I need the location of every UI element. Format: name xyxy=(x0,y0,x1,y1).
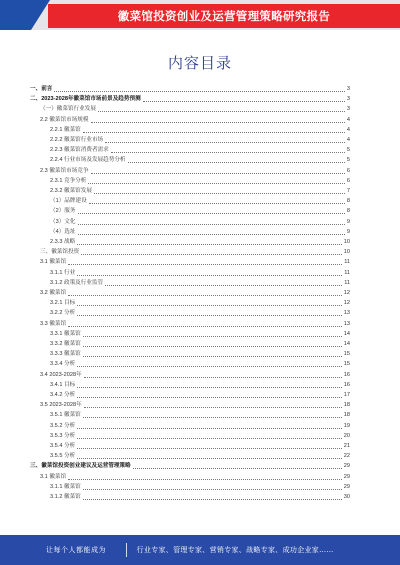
toc-entry-title: 2.2.1 徽菜馆 xyxy=(50,126,81,133)
toc-entry-title: 3.2 徽菜馆 xyxy=(40,290,67,296)
toc-entry[interactable] xyxy=(30,371,350,380)
toc-entry-page: 9 xyxy=(346,228,350,235)
toc-entry[interactable] xyxy=(30,248,350,257)
toc-entry-page: 29 xyxy=(343,473,350,480)
toc-entry[interactable] xyxy=(30,442,350,451)
toc-entry[interactable] xyxy=(30,289,350,298)
toc-entry[interactable] xyxy=(30,401,350,410)
toc-entry-page: 9 xyxy=(346,218,350,225)
toc-entry-page: 29 xyxy=(343,483,350,490)
toc-entry-page: 7 xyxy=(346,188,350,194)
toc-entry-page: 5 xyxy=(346,147,350,154)
toc-leader-dots xyxy=(78,213,345,214)
toc-entry-page: 18 xyxy=(343,412,350,419)
toc-leader-dots xyxy=(83,489,342,490)
toc-entry[interactable] xyxy=(30,116,350,125)
toc-entry-title: 3.1.2 徽菜馆 xyxy=(50,494,81,500)
toc-entry-page: 8 xyxy=(346,208,350,215)
toc-leader-dots xyxy=(77,275,342,276)
toc-leader-dots xyxy=(77,448,342,449)
toc-entry[interactable] xyxy=(30,238,350,247)
toc-entry[interactable] xyxy=(30,95,350,104)
toc-entry[interactable] xyxy=(30,279,350,288)
toc-entry-page: 15 xyxy=(343,351,350,358)
toc-entry-title: 2.3.1 竞争分析 xyxy=(50,177,87,184)
toc-leader-dots xyxy=(143,101,345,102)
toc-leader-dots xyxy=(105,285,342,286)
toc-entry-title: 一、前言 xyxy=(30,86,53,92)
toc-entry[interactable] xyxy=(30,411,350,420)
toc-entry[interactable] xyxy=(30,422,350,431)
toc-leader-dots xyxy=(98,111,345,112)
toc-entry[interactable] xyxy=(30,167,350,176)
toc-leader-dots xyxy=(83,346,342,347)
toc-entry-page: 12 xyxy=(343,290,350,296)
toc-entry-title: 3.5.5 分析 xyxy=(50,453,76,460)
toc-entry[interactable] xyxy=(30,340,350,349)
toc-entry[interactable] xyxy=(30,177,350,186)
toc-entry-page: 4 xyxy=(346,137,350,143)
toc-leader-dots xyxy=(84,377,342,378)
toc-entry-page: 21 xyxy=(343,443,350,449)
toc-entry-title: 3.3.1 徽菜馆 xyxy=(50,330,81,337)
toc-entry[interactable] xyxy=(30,269,350,278)
toc-entry-page: 29 xyxy=(343,463,350,470)
page-header xyxy=(0,0,400,30)
toc-entry-page: 18 xyxy=(343,402,350,409)
toc-entry-title: 2.2.4 行业市场及发展趋势分析 xyxy=(50,157,126,164)
toc-entry-page: 3 xyxy=(346,86,350,92)
toc-entry-page: 8 xyxy=(346,198,350,205)
toc-entry[interactable] xyxy=(30,493,350,502)
toc-entry-title: 三、徽菜馆投资创业建议及运营管理策略 xyxy=(30,463,131,470)
toc-entry-title: 三、徽菜馆投资 xyxy=(40,249,80,256)
toc-entry[interactable] xyxy=(30,350,350,359)
toc-leader-dots xyxy=(83,417,342,418)
toc-entry[interactable] xyxy=(30,146,350,155)
toc-entry-title: 3.1 徽菜馆 xyxy=(40,259,67,266)
toc-entry-page: 11 xyxy=(344,269,350,276)
toc-entry-title: 3.3.3 徽菜馆 xyxy=(50,351,81,358)
toc-leader-dots xyxy=(68,295,342,296)
toc-entry-title: 2.3 徽菜馆市场竞争 xyxy=(40,167,89,174)
toc-entry-page: 10 xyxy=(343,239,350,245)
toc-entry-page: 22 xyxy=(343,453,350,460)
toc-entry-title: 3.5.3 分析 xyxy=(50,432,76,439)
toc-entry-page: 5 xyxy=(346,157,350,164)
toc-leader-dots xyxy=(77,366,342,367)
toc-entry-page: 11 xyxy=(344,259,350,266)
toc-entry-page: 3 xyxy=(346,106,350,113)
toc-entry[interactable] xyxy=(30,452,350,461)
toc-entry-page: 11 xyxy=(344,279,350,286)
toc-entry-title: （4）选址 xyxy=(50,228,76,235)
toc-entry-title: 3.4 2023-2028年 xyxy=(40,371,82,378)
toc-leader-dots xyxy=(78,234,345,235)
toc-entry[interactable] xyxy=(30,197,350,206)
toc-entry[interactable] xyxy=(30,320,350,329)
toc-entry-page: 20 xyxy=(343,432,350,439)
toc-entry[interactable] xyxy=(30,309,350,318)
toc-entry[interactable] xyxy=(30,391,350,400)
toc-entry[interactable] xyxy=(30,228,350,237)
toc-entry-title: 二、2023-2028年徽菜馆市场前景及趋势预测 xyxy=(30,96,141,103)
toc-entry-title: 3.5 2023-2028年 xyxy=(40,402,82,409)
toc-entry-title: （3）文化 xyxy=(50,218,76,225)
toc-entry-title: 2.3.3 战略 xyxy=(50,239,76,245)
toc-entry-page: 14 xyxy=(343,341,350,347)
toc-entry-page: 19 xyxy=(343,422,350,429)
toc-leader-dots xyxy=(111,152,345,153)
toc-leader-dots xyxy=(68,479,342,480)
toc-entry[interactable] xyxy=(30,432,350,441)
toc-leader-dots xyxy=(84,407,342,408)
toc-entry-page: 30 xyxy=(343,494,350,500)
toc-entry-page: 17 xyxy=(343,392,350,398)
toc-entry-title: （1）品牌建设 xyxy=(50,198,87,205)
toc-leader-dots xyxy=(105,142,345,143)
toc-entry-page: 16 xyxy=(343,381,350,388)
toc-entry-page: 6 xyxy=(346,177,350,184)
toc-leader-dots xyxy=(77,397,342,398)
toc-entry-title: 2.2.2 徽菜馆行业市场 xyxy=(50,137,104,143)
toc-entry-page: 4 xyxy=(346,116,350,123)
toc-entry-page: 12 xyxy=(343,300,350,307)
toc-entry-title: （2）服务 xyxy=(50,208,76,215)
toc-leader-dots xyxy=(88,183,345,184)
toc-entry[interactable] xyxy=(30,156,350,165)
toc-entry-title: 3.5.4 分析 xyxy=(50,443,76,449)
toc-entry-title: 3.1 徽菜馆 xyxy=(40,473,67,480)
toc-entry-title: 3.3.4 分析 xyxy=(50,361,76,368)
toc-entry-title: 3.4.2 分析 xyxy=(50,392,76,398)
toc-leader-dots xyxy=(77,438,342,439)
toc-entry-page: 6 xyxy=(346,167,350,174)
footer-slogan-left: 让每个人都能成为 xyxy=(46,546,106,554)
page-footer xyxy=(0,535,400,565)
toc-entry-page: 16 xyxy=(343,371,350,378)
toc-leader-dots xyxy=(94,193,345,194)
toc-entry[interactable] xyxy=(30,381,350,390)
footer-divider xyxy=(126,543,127,557)
toc-leader-dots xyxy=(83,499,342,500)
toc-leader-dots xyxy=(81,254,342,255)
toc-leader-dots xyxy=(77,305,342,306)
brand-logo-shape xyxy=(0,0,50,30)
toc-entry[interactable] xyxy=(30,299,350,308)
toc-entry-page: 13 xyxy=(343,320,350,327)
toc-entry[interactable] xyxy=(30,483,350,492)
toc-leader-dots xyxy=(89,203,345,204)
toc-entry[interactable] xyxy=(30,105,350,114)
toc-leader-dots xyxy=(128,162,345,163)
toc-leader-dots xyxy=(83,132,345,133)
report-title: 徽菜馆投资创业及运营管理策略研究报告 xyxy=(117,9,331,23)
toc-entry[interactable] xyxy=(30,258,350,267)
toc-entry[interactable] xyxy=(30,360,350,369)
toc-entry-title: 3.3 徽菜馆 xyxy=(40,320,67,327)
toc-entry-title: 3.5.2 分析 xyxy=(50,422,76,429)
toc-entry-page: 3 xyxy=(346,96,350,103)
toc-entry-title: 3.3.2 徽菜馆 xyxy=(50,341,81,347)
toc-entry-page: 15 xyxy=(343,361,350,368)
toc-entry-title: 3.1.1 行业 xyxy=(50,269,76,276)
report-title-bar xyxy=(48,4,400,28)
toc-leader-dots xyxy=(77,387,342,388)
footer-slogan-right: 行业专家、管理专家、营销专家、战略专家、成功企业家…… xyxy=(136,546,334,554)
toc-entry-page: 10 xyxy=(343,249,350,256)
toc-entry-page: 14 xyxy=(343,330,350,337)
toc-entry-title: 3.1.1 徽菜馆 xyxy=(50,483,81,490)
toc-entry-title: （一）徽菜馆行业发展 xyxy=(40,106,96,113)
table-of-contents xyxy=(30,85,350,513)
toc-entry-title: 3.2.1 目标 xyxy=(50,300,76,307)
toc-leader-dots xyxy=(77,458,342,459)
toc-leader-dots xyxy=(77,428,342,429)
toc-leader-dots xyxy=(91,173,345,174)
toc-entry-page: 4 xyxy=(346,126,350,133)
toc-entry-page: 13 xyxy=(343,310,350,317)
toc-entry-title: 3.1.2 政策及行业监管 xyxy=(50,279,104,286)
toc-entry-title: 3.4.1 目标 xyxy=(50,381,76,388)
toc-leader-dots xyxy=(133,468,342,469)
toc-leader-dots xyxy=(91,122,345,123)
toc-entry[interactable] xyxy=(30,187,350,196)
toc-leader-dots xyxy=(68,264,342,265)
toc-entry[interactable] xyxy=(30,473,350,482)
toc-entry-title: 2.3.2 徽菜馆发展 xyxy=(50,188,92,194)
toc-leader-dots xyxy=(68,326,342,327)
toc-entry[interactable] xyxy=(30,85,350,94)
toc-leader-dots xyxy=(78,224,345,225)
toc-heading: 内容目录 xyxy=(167,54,232,72)
toc-leader-dots xyxy=(77,244,342,245)
toc-leader-dots xyxy=(83,356,342,357)
toc-entry[interactable] xyxy=(30,218,350,227)
toc-leader-dots xyxy=(83,336,342,337)
toc-entry-title: 3.2.2 分析 xyxy=(50,310,76,317)
toc-leader-dots xyxy=(54,91,344,92)
toc-entry[interactable] xyxy=(30,136,350,145)
toc-entry[interactable] xyxy=(30,207,350,216)
toc-entry-title: 3.5.1 徽菜馆 xyxy=(50,412,81,419)
toc-entry[interactable] xyxy=(30,462,350,471)
toc-entry[interactable] xyxy=(30,330,350,339)
toc-leader-dots xyxy=(77,315,342,316)
toc-entry-title: 2.2.3 徽菜馆消费者需求 xyxy=(50,147,109,154)
toc-entry[interactable] xyxy=(30,126,350,135)
toc-entry-title: 2.2 徽菜馆市场规模 xyxy=(40,116,89,123)
